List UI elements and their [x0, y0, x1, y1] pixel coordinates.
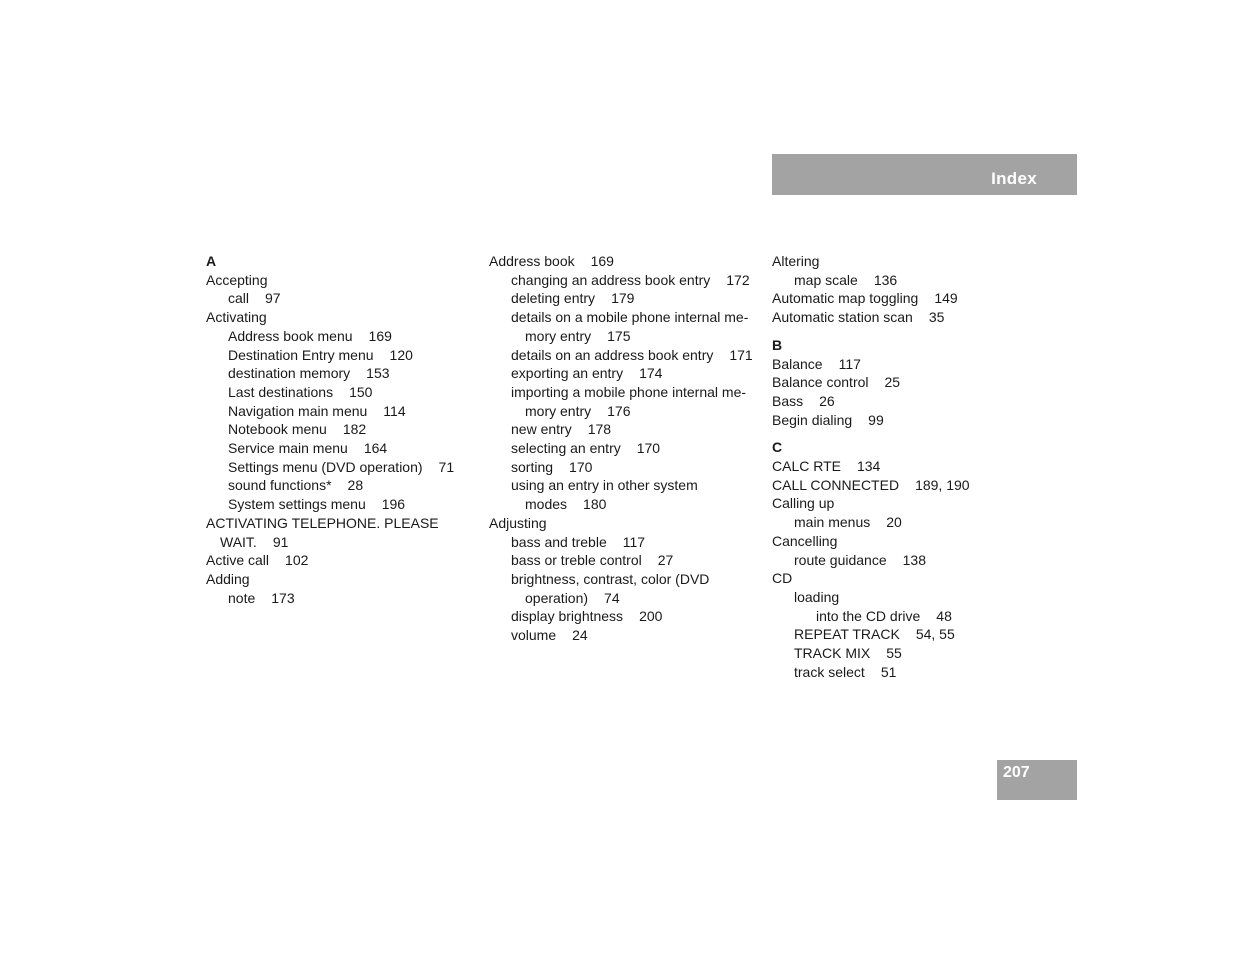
index-term: Activating	[206, 309, 267, 326]
index-term: Balance control	[772, 374, 869, 391]
index-entry	[772, 644, 1032, 663]
page-reference: 153	[366, 365, 390, 382]
index-term: Navigation main menu	[228, 402, 368, 419]
index-term: sound functions*	[228, 477, 332, 494]
index-entry	[489, 346, 759, 365]
index-entry	[489, 327, 759, 346]
index-entry	[489, 607, 759, 626]
index-entry	[206, 289, 466, 308]
index-entry	[489, 308, 759, 327]
page-reference: 174	[639, 365, 663, 382]
page-reference: 200	[639, 608, 663, 625]
index-entry	[772, 457, 1032, 476]
index-term: changing an address book entry	[511, 271, 711, 288]
index-entry	[206, 570, 466, 589]
index-term: Accepting	[206, 271, 268, 288]
page-reference: 182	[342, 421, 367, 438]
index-entry	[489, 514, 759, 533]
page-reference: 196	[381, 496, 406, 513]
page-reference: 169	[368, 327, 392, 344]
index-entry	[489, 533, 759, 552]
index-entry	[772, 625, 1032, 644]
page-reference: 51	[880, 663, 897, 680]
index-term: deleting entry	[511, 290, 596, 307]
index-term: REPEAT TRACK	[794, 626, 900, 643]
page-reference: 117	[838, 355, 861, 372]
index-term: bass or treble control	[511, 552, 642, 569]
page-reference: 71	[438, 458, 455, 475]
index-entry	[206, 346, 466, 365]
index-term: Bass	[772, 392, 804, 409]
page-reference: 136	[873, 271, 898, 288]
index-entry	[206, 589, 466, 608]
index-term: mory entry	[525, 327, 592, 344]
index-entry	[206, 533, 466, 552]
index-term: Begin dialing	[772, 411, 853, 428]
index-entry	[489, 476, 759, 495]
index-term: CD	[772, 570, 793, 587]
page-reference: 178	[587, 421, 612, 438]
index-entry	[489, 439, 759, 458]
index-entry	[772, 494, 1032, 513]
index-term: route guidance	[794, 551, 887, 568]
index-entry	[206, 420, 466, 439]
index-term: Calling up	[772, 495, 835, 512]
page-reference: 150	[349, 383, 373, 400]
page-reference: 26	[819, 392, 835, 409]
page-reference: 120	[389, 346, 413, 363]
index-entry	[489, 551, 759, 570]
index-entry	[489, 420, 759, 439]
index-term: Automatic station scan	[772, 309, 913, 326]
index-term: into the CD drive	[816, 607, 921, 624]
index-entry	[772, 663, 1032, 682]
page-number: 207	[1003, 764, 1030, 781]
page-reference: 114	[383, 402, 406, 419]
page-reference: 91	[272, 533, 289, 550]
page-reference: 149	[934, 290, 958, 307]
index-entry	[206, 327, 466, 346]
index-term: details on a mobile phone internal me-	[511, 309, 749, 326]
index-entry	[772, 289, 1032, 308]
index-term: WAIT.	[220, 533, 257, 550]
index-entry	[489, 271, 759, 290]
index-entry	[772, 588, 1032, 607]
page-reference: 169	[590, 253, 614, 269]
index-term: brightness, contrast, color (DVD	[511, 570, 710, 587]
index-term: Notebook menu	[228, 421, 327, 438]
index-entry	[489, 364, 759, 383]
page-reference: 164	[363, 440, 388, 457]
page-reference: 74	[604, 589, 620, 606]
index-term: loading	[794, 588, 840, 605]
index-term: importing a mobile phone internal me-	[511, 383, 747, 400]
index-entry	[206, 458, 466, 477]
index-term: using an entry in other system	[511, 477, 698, 494]
index-entry	[489, 570, 759, 589]
index-entry	[206, 495, 466, 514]
page-reference: 102	[285, 552, 309, 569]
index-entry	[772, 607, 1032, 626]
index-term: exporting an entry	[511, 365, 624, 382]
index-entry	[206, 439, 466, 458]
index-entry	[772, 355, 1032, 374]
page-reference: 138	[902, 551, 926, 568]
index-term: Automatic map toggling	[772, 290, 919, 307]
page-reference: 171	[729, 346, 753, 363]
index-letter-heading	[772, 336, 1032, 355]
index-entry	[489, 252, 759, 271]
index-term: CALC RTE	[772, 458, 841, 475]
index-entry	[489, 626, 759, 645]
page-reference: 175	[607, 327, 631, 344]
index-term: B	[772, 336, 783, 353]
index-term: ACTIVATING TELEPHONE. PLEASE	[206, 514, 439, 531]
index-term: main menus	[794, 514, 871, 531]
index-letter-heading	[206, 252, 466, 271]
index-term: Service main menu	[228, 440, 348, 457]
page-reference: 35	[928, 309, 945, 326]
page-reference: 176	[607, 402, 631, 419]
index-term: System settings menu	[228, 496, 366, 513]
page-reference: 27	[657, 552, 674, 569]
index-entry	[772, 569, 1032, 588]
index-term: TRACK MIX	[794, 645, 871, 662]
page-reference: 134	[856, 458, 881, 475]
index-term: Altering	[772, 253, 820, 269]
index-entry	[206, 383, 466, 402]
index-entry	[206, 402, 466, 421]
index-term: note	[228, 589, 256, 606]
section-header-bar	[772, 154, 1077, 195]
index-term: CALL CONNECTED	[772, 476, 900, 493]
index-term: destination memory	[228, 365, 351, 382]
index-term: map scale	[794, 271, 858, 288]
index-term: mory entry	[525, 402, 592, 419]
index-entry	[772, 411, 1032, 430]
page-reference: 48	[936, 607, 952, 624]
page-reference: 54, 55	[915, 626, 955, 643]
page-reference: 28	[347, 477, 364, 494]
page-reference: 117	[622, 533, 646, 550]
index-entry	[206, 308, 466, 327]
index-term: operation)	[525, 589, 589, 606]
index-letter-heading	[772, 438, 1032, 457]
index-entry	[489, 383, 759, 402]
index-term: Address book	[489, 253, 575, 269]
index-term: call	[228, 290, 250, 307]
index-entry	[772, 252, 1032, 271]
index-entry	[489, 289, 759, 308]
index-term: Destination Entry menu	[228, 346, 374, 363]
page-reference: 97	[265, 290, 281, 307]
index-entry	[772, 373, 1032, 392]
index-entry	[206, 476, 466, 495]
page-reference: 99	[868, 411, 884, 428]
index-term: Adding	[206, 570, 250, 587]
index-term: sorting	[511, 458, 554, 475]
index-entry	[772, 476, 1032, 495]
page-reference: 170	[636, 440, 661, 457]
index-entry	[489, 495, 759, 514]
page-reference: 170	[569, 458, 593, 475]
index-entry	[489, 402, 759, 421]
index-term: track select	[794, 663, 865, 680]
index-column-1	[206, 252, 466, 607]
index-term: Last destinations	[228, 383, 334, 400]
index-term: volume	[511, 627, 557, 644]
page-reference: 55	[886, 645, 902, 662]
index-entry	[206, 364, 466, 383]
index-term: C	[772, 439, 783, 456]
page-reference: 180	[583, 496, 607, 513]
index-term: bass and treble	[511, 533, 607, 550]
index-entry	[489, 458, 759, 477]
index-term: display brightness	[511, 608, 624, 625]
index-term: new entry	[511, 421, 572, 438]
index-term: Adjusting	[489, 514, 547, 531]
page-reference: 20	[886, 514, 902, 531]
index-entry	[772, 308, 1032, 327]
index-entry	[772, 551, 1032, 570]
index-entry	[772, 271, 1032, 290]
page-reference: 173	[271, 589, 295, 606]
index-term: modes	[525, 496, 568, 513]
index-column-3	[772, 252, 1032, 681]
index-term: Cancelling	[772, 532, 838, 549]
page-reference: 189, 190	[915, 476, 970, 493]
page-reference: 179	[611, 290, 635, 307]
index-term: Balance	[772, 355, 823, 372]
index-entry	[772, 392, 1032, 411]
page-reference: 25	[884, 374, 901, 391]
index-term: A	[206, 253, 217, 269]
index-entry	[772, 532, 1032, 551]
section-title: Index	[991, 169, 1037, 188]
index-term: selecting an entry	[511, 440, 621, 457]
index-term: Address book menu	[228, 327, 353, 344]
index-term: details on an address book entry	[511, 346, 714, 363]
index-term: Active call	[206, 552, 270, 569]
index-column-2	[489, 252, 759, 645]
page-reference: 24	[572, 627, 588, 644]
index-entry	[206, 551, 466, 570]
page-reference: 172	[726, 271, 750, 288]
index-entry	[489, 589, 759, 608]
index-entry	[206, 271, 466, 290]
index-term: Settings menu (DVD operation)	[228, 458, 423, 475]
index-entry	[206, 514, 466, 533]
index-entry	[772, 513, 1032, 532]
page-number-badge	[997, 760, 1077, 800]
